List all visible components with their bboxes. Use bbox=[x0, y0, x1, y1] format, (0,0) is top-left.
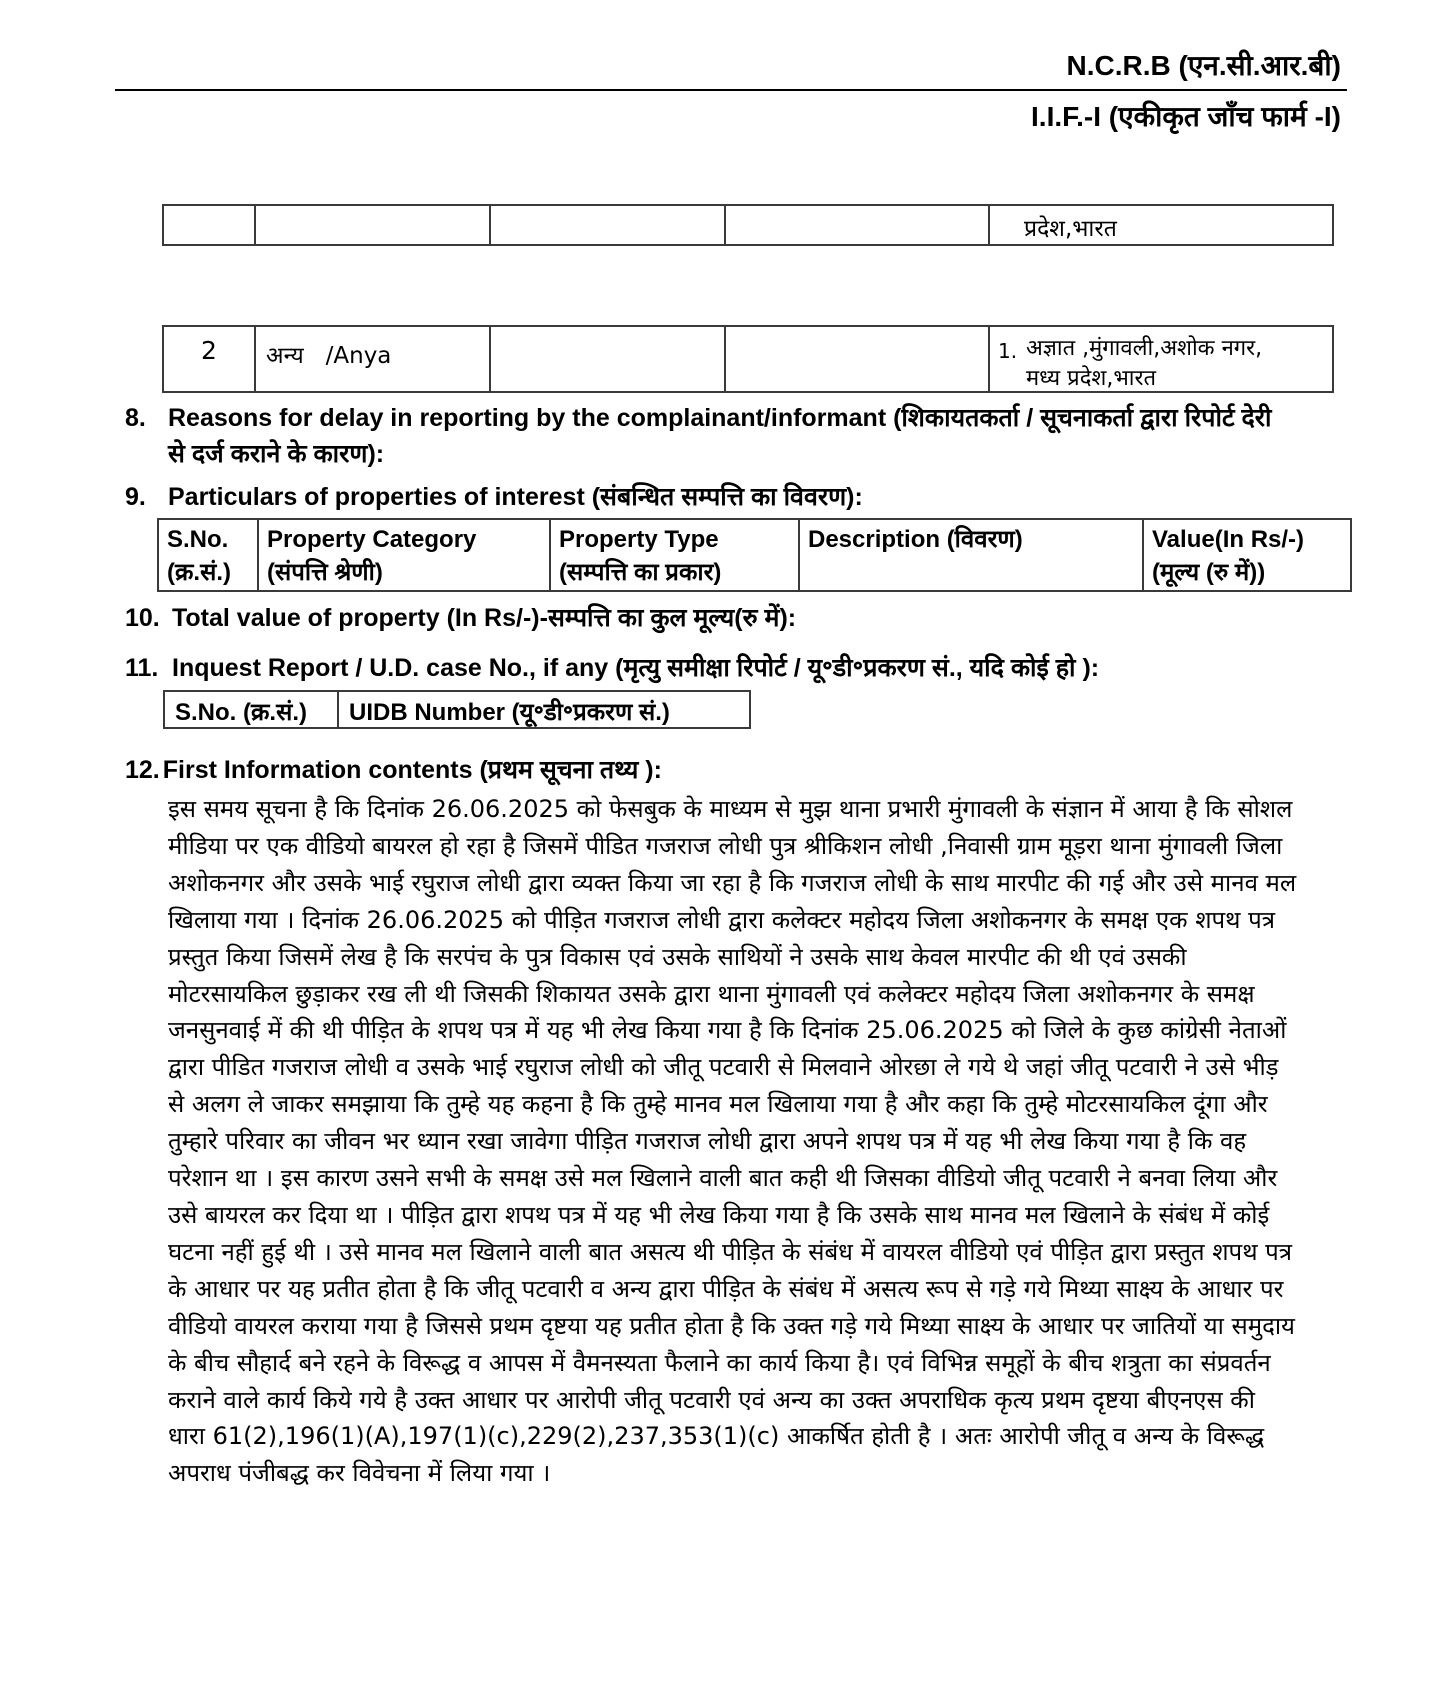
property-table-header-category bbox=[257, 520, 549, 590]
header-line-hi: (मूल्य (रु में)) bbox=[1152, 559, 1266, 586]
address-continuation-cell: प्रदेश,भारत bbox=[988, 206, 1332, 244]
uidb-table bbox=[163, 690, 751, 729]
document-title: N.C.R.B (एन.सी.आर.बी) bbox=[1066, 50, 1341, 81]
header-line-en: Value(In Rs/-) bbox=[1152, 526, 1305, 553]
table-cell-empty bbox=[489, 206, 724, 244]
section-12-heading bbox=[125, 752, 1278, 788]
header-line-hi: (क्र.सं.) bbox=[167, 559, 231, 586]
section-number: 9. bbox=[125, 483, 146, 511]
section-title: Reasons for delay in reporting by the complainant/informant (शिकायतकर्ता / सूचनाकर्ता द्वारा रिपोर्ट देरी से दर्ज कराने के कारण): bbox=[168, 404, 1272, 468]
section-title: Inquest Report / U.D. case No., if any (मृत्यु समीक्षा रिपोर्ट / यू॰डी॰प्रकरण सं., यदि कोई हो ): bbox=[172, 654, 1100, 682]
section-10-heading bbox=[125, 600, 1287, 636]
address-line: मध्य प्रदेश,भारत bbox=[1026, 366, 1157, 391]
accused-address-cell bbox=[988, 327, 1332, 391]
section-9-heading bbox=[125, 479, 1283, 515]
table-cell-empty bbox=[164, 206, 254, 244]
property-table-header-type bbox=[549, 520, 798, 590]
property-table-header-sno bbox=[159, 520, 257, 590]
section-number: 8. bbox=[125, 404, 146, 432]
accused-table-row bbox=[162, 325, 1334, 393]
property-table-header-value bbox=[1142, 520, 1350, 590]
table-cell-empty bbox=[254, 206, 489, 244]
header-line-en: Description (विवरण) bbox=[808, 526, 1023, 553]
form-subtitle: I.I.F.-I (एकीकृत जाँच फार्म -I) bbox=[1031, 101, 1341, 132]
fir-contents-paragraph: इस समय सूचना है कि दिनांक 26.06.2025 को फेसबुक के माध्यम से मुझ थाना प्रभारी मुंगावली के संज्ञान में आया है कि सोशल मीडिया पर एक वीडियो बायरल हो रहा है जिसमें पीडित गजराज लोधी पुत्र श्रीकिशन लोधी ,निवासी ग्राम मूड़रा थाना मुंगावली जिला अशोकनगर और उसके भाई रघुराज लोधी द्वारा व्यक्त किया जा रहा है कि गजराज लोधी के साथ मारपीट की गई और उसे मानव मल खिलाया गया । दिनांक 26.06.2025 को पीड़ित गजराज लोधी द्वारा कलेक्टर महोदय जिला अशोकनगर के समक्ष एक शपथ पत्र प्रस्तुत किया जिसमें लेख है कि सरपंच के पुत्र विकास एवं उसके साथियों ने उसके साथ केवल मारपीट की थी एवं उसकी मोटरसायकिल छुड़ाकर रख ली थी जिसकी शिकायत उसके द्वारा थाना मुंगावली एवं कलेक्टर महोदय जिला अशोकनगर के समक्ष जनसुनवाई में की थी पीड़ित के शपथ पत्र में यह भी लेख किया गया है कि दिनांक 25.06.2025 को जिले के कुछ कांग्रेसी नेताओं द्वारा पीडित गजराज लोधी व उसके भाई रघुराज लोधी को जीतू पटवारी से मिलवाने ओरछा ले गये थे जहां जीतू पटवारी ने उसे भीड़ से अलग ले जाकर समझाया कि तुम्हे यह कहना है कि तुम्हे मानव मल खिलाया गया है और कहा कि तुम्हे मोटरसायकिल दूंगा और तुम्हारे परिवार का जीवन भर ध्यान रखा जावेगा पीड़ित गजराज लोधी द्वारा अपने शपथ पत्र में यह भी लेख किया गया है कि वह परेशान था । इस कारण उसने सभी के समक्ष उसे मल खिलाने वाली बात कही थी जिसका वीडियो जीतू पटवारी ने बनवा लिया और उसे बायरल कर दिया था । पीड़ित द्वारा शपथ पत्र में यह भी लेख किया गया है कि उसके साथ मानव मल खिलाने के संबंध में कोई घटना नहीं हुई थी । उसे मानव मल खिलाने वाली बात असत्य थी पीड़ित के संबंध में वायरल वीडियो एवं पीड़ित द्वारा प्रस्तुत शपथ पत्र के आधार पर यह प्रतीत होता है कि जीतू पटवारी व अन्य द्वारा पीड़ित के संबंध में असत्य रूप से गड़े गये मिथ्या साक्ष्य के आधार पर वीडियो वायरल कराया गया है जिससे प्रथम दृष्टया यह प्रतीत होता है कि उक्त गड़े गये मिथ्या साक्ष्य के आधार पर जातियों या समुदाय के बीच सौहार्द बने रहने के विरूद्ध व आपस में वैमनस्यता फैलाने का कार्य किया है। एवं विभिन्न समूहों के बीच शत्रुता का संप्रवर्तन कराने वाले कार्य किये गये है उक्त आधार पर आरोपी जीतू पटवारी एवं अन्य का उक्त अपराधिक कृत्य प्रथम दृष्टया बीएनएस की धारा 61(2),196(1)(A),197(1)(c),229(2),237,353(1)(c) आकर्षित होती है । अतः आरोपी जीतू व अन्य के विरूद्ध अपराध पंजीबद्ध कर विवेचना में लिया गया । bbox=[168, 795, 1297, 1488]
header-line-en: Property Category bbox=[267, 526, 477, 553]
header-line-en: S.No. bbox=[167, 526, 229, 553]
section-title: Total value of property (In Rs/-)-सम्पत्ति का कुल मूल्य(रु में): bbox=[172, 604, 797, 632]
section-number: 10. bbox=[125, 604, 160, 632]
address-list-marker: 1. bbox=[998, 339, 1018, 363]
uidb-header-number: UIDB Number (यू॰डी॰प्रकरण सं.) bbox=[337, 692, 749, 727]
header-divider bbox=[115, 89, 1347, 91]
table-cell-empty bbox=[724, 327, 988, 391]
header-line-hi: (सम्पत्ति का प्रकार) bbox=[559, 559, 722, 586]
section-title: Particulars of properties of interest (संबन्धित सम्पत्ति का विवरण): bbox=[168, 483, 863, 511]
section-8-heading bbox=[125, 400, 1283, 472]
address-line: अज्ञात ,मुंगावली,अशोक नगर, bbox=[1026, 336, 1263, 361]
header-line-hi: (संपत्ति श्रेणी) bbox=[267, 559, 383, 586]
accused-category-cell: अन्य /Anya bbox=[254, 327, 489, 391]
section-title: First Information contents (प्रथम सूचना तथ्य ): bbox=[162, 756, 662, 784]
uidb-header-sno: S.No. (क्र.सं.) bbox=[175, 699, 307, 726]
section-11-heading bbox=[125, 650, 1287, 686]
header-line-en: Property Type bbox=[559, 526, 719, 553]
property-table bbox=[157, 518, 1352, 592]
table-cell-empty bbox=[489, 327, 724, 391]
address-text bbox=[1026, 334, 1262, 391]
section-number: 12. bbox=[125, 756, 160, 784]
accused-table-fragment bbox=[162, 204, 1334, 246]
table-cell-empty bbox=[724, 206, 988, 244]
section-number: 11. bbox=[125, 654, 159, 682]
serial-number-cell: 2 bbox=[201, 336, 217, 365]
property-table-header-description bbox=[798, 520, 1142, 590]
